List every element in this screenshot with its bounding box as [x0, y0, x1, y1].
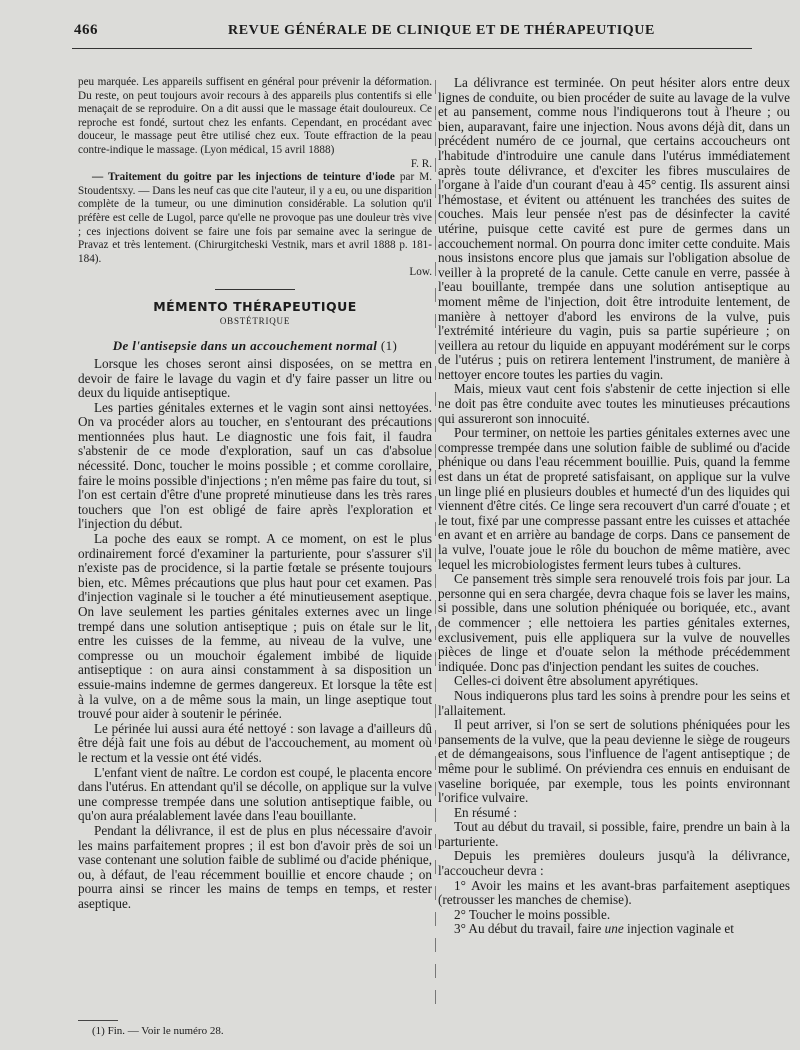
- paragraph: Lorsque les choses seront ainsi disposées, on se mettra en devoir de faire le lavage du vagin et d'y faire passer un litre ou deux du liquide antiseptique.: [78, 355, 432, 401]
- list-item: 1° Avoir les mains et les avant-bras parfaitement aseptiques (retrousser les manches de chemise).: [438, 877, 790, 908]
- page-number: 466: [74, 22, 98, 38]
- paragraph: Mais, mieux vaut cent fois s'abstenir de cette injection si elle ne doit pas être conduite avec toutes les minutieuses précautions qui assureront son innocuité.: [438, 381, 790, 426]
- goitre-paragraph: [78, 171, 432, 266]
- left-column: [78, 76, 432, 911]
- list-item: 2° Toucher le moins possible.: [454, 906, 611, 922]
- goitre-title: — Traitement du goitre par les injections de teinture d'iode: [92, 171, 395, 184]
- paragraph: Le périnée lui aussi aura été nettoyé : son lavage a d'ailleurs dû être déjà fait une fois au début de l'accouchement, au moment où le rectum et la vessie ont été vidés.: [78, 720, 432, 765]
- paragraph: Depuis les premières douleurs jusqu'à la délivrance, l'accoucheur devra :: [438, 848, 790, 879]
- paragraph: Celles-ci doivent être absolument apyrétiques.: [454, 673, 699, 689]
- paragraph: En résumé :: [454, 804, 517, 820]
- paragraph: Nous indiquerons plus tard les soins à prendre pour les seins et l'allaitement.: [438, 687, 790, 718]
- paragraph: Tout au début du travail, si possible, faire, prendre un bain à la parturiente.: [438, 819, 790, 849]
- list-item-end: injection vaginale et: [623, 921, 734, 937]
- section-heading: MÉMENTO THÉRAPEUTIQUE: [153, 298, 357, 314]
- paragraph: Les parties génitales externes et le vagin sont ainsi nettoyées. On va procéder alors au toucher, en s'entourant des précautions mentionnées plus haut. Le diagnostic une fois fait, il faudra s'abstenir de ce mode d'exploration, sauf un cas d'absolue nécessité. Donc, toucher le moins possible ; et comme corollaire, faire le moins possible d'injections ; n'en même pas faire du tout, si l'on est certain d'être d'une propreté minutieuse dans les très rares touchers que l'on est obligé de faire après l'exploration et l'injection du début.: [78, 399, 432, 532]
- article-title-note: (1): [377, 337, 398, 353]
- intro-paragraph: peu marquée. Les appareils suffisent en général pour prévenir la déformation. Du reste, on peut toujours avoir recours à des appareils plus contentifs si elle menaçait de se reproduire. On a dit aussi que le massage était douloureux. Ce reproche est fondé, surtout chez les enfants. Cependant, en procédant avec douceur, le massage peut être utilisé chez eux. Toute effraction de la peau contre-indique le massage. (Lyon médical, 15 avril 1888): [78, 76, 432, 156]
- section-subheading: OBSTÉTRIQUE: [219, 315, 291, 326]
- paragraph: La poche des eaux se rompt. A ce moment, on est le plus ordinairement forcé d'examiner la parturiente, pour s'assurer s'il n'existe pas de procidence, si la partie fœtale se présente toujours bien, etc. Mêmes précautions que plus haut pour cet examen. Pas d'injection vaginale si le toucher a été minutieusement aseptique. On lave seulement les parties génitales externes avec un linge trempé dans une solution antiseptique ; puis on étale sur le lit, entre les cuisses de la femme, au niveau de la vulve, une compresse ou un mouchoir également imbibé de liquide antiseptique : on aura ainsi constamment à sa disposition un essuie-mains indemne de germes dangereux. Et lorsque la tête est à la vulve, on a de même sous la main, un linge aseptique tout trouvé pour aider à soutenir le périnée.: [78, 531, 432, 722]
- paragraph: La délivrance est terminée. On peut hésiter alors entre deux lignes de conduite, ou bien procéder de suite au lavage de la vulve et au pansement, comme nous l'indiquerons tout à l'heure ; ou bien, auparavant, faire une injection. Nous avons déjà dit, dans un précédent numéro de ce journal, que certains accoucheurs ont l'habitude d'introduire une canule dans l'utérus immédiatement après toute délivrance, et d'exciter les fibres musculaires de l'organe à l'aide d'un courant d'eau à 45° centig. Ils assurent ainsi l'hémostase, et évitent ou atténuent les tranchées des suites de couches. Mais leur pensée n'est pas de désinfecter la cavité utérine, puisque cette cavité est pure de germes dans un accouchement normal. On pourra donc imiter cette conduite. Mais nous insistons encore plus que jamais sur l'obligation absolue de veiller à la propreté de la canule. Cette canule en verre, passée à l'eau bouillante, trempée dans une solution antiseptique au moment même de l'injection, doit être introduite lentement, de manière à nettoyer d'abord les environs de la vulve, puis l'extrémité intérieure du vagin, puis sa partie supérieure ; on veillera au retour du liquide en appuyant modérément sur le corps de l'utérus ; puis on retirera lentement l'instrument, de manière à nettoyer encore toutes les parties du vagin.: [438, 75, 790, 382]
- footnote-rule: [78, 1020, 118, 1021]
- list-item-italic: une: [604, 921, 624, 937]
- page-header: [0, 18, 800, 48]
- header-rule: [72, 48, 752, 49]
- running-title: REVUE GÉNÉRALE DE CLINIQUE ET DE THÉRAPEUTIQUE: [228, 23, 655, 38]
- paragraph: Il peut arriver, si l'on se sert de solutions phéniquées pour les pansements de la vulve, que la peau devienne le siège de rougeurs et de démangeaisons, sous l'influence de l'agent antiseptique ; de même pour le sublimé. On préviendra ces ennuis en enduisant de vaseline boriquée, par exemple, tous les points environnant l'orifice vulvaire.: [438, 717, 790, 806]
- intro-text: [78, 76, 432, 280]
- article-body-right: [438, 76, 790, 937]
- list-item-start: 3° Au début du travail, faire: [454, 921, 605, 937]
- article-body-left: [78, 357, 432, 912]
- paragraph: L'enfant vient de naître. Le cordon est coupé, le placenta encore dans l'utérus. En attendant qu'il se décolle, on applique sur la vulve une compresse trempée dans une solution antiseptique faible, ou qu'on aura préalablement lavée dans l'eau bouillante.: [78, 764, 432, 824]
- section-rule: [215, 289, 295, 290]
- paragraph: Pour terminer, on nettoie les parties génitales externes avec une compresse trempée dans une solution faible de sublimé ou d'acide phénique ou dans l'eau récemment bouillie. Puis, quand la femme est dans un état de propreté satisfaisant, on applique sur la vulve un linge plié en plusieurs doubles et humecté d'un des liquides qui viennent d'être cités. Ce linge sera recouvert d'un carré d'ouate ; et le tout, fixé par une compresse passant entre les cuisses et attachée en avant et en arrière au bandage de corps. Dans ce pansement de la vulve, l'ouate joue le rôle du bouchon de même matière, avec lequel les microbiologistes ferment leurs tubes à cultures.: [438, 425, 790, 572]
- article-title-text: De l'antisepsie dans un accouchement normal: [112, 337, 378, 353]
- paragraph: Pendant la délivrance, il est de plus en plus nécessaire d'avoir les mains parfaitement propres ; il est bon d'avoir près de soi un vase contenant une solution faible de sublimé ou d'acide phénique, ou, à défaut, de l'eau récemment bouillie et encore chaude ; on pourra ainsi se rincer les mains de temps en temps, et rester aseptique.: [78, 822, 432, 911]
- right-column: [438, 76, 790, 937]
- goitre-body: par M. Stoudentsxy. — Dans les neuf cas que cite l'auteur, il y a eu, ou une disparition complète de la tumeur, ou une diminution considérable. La solution qu'il préfère est celle de Lugol, parce qu'elle ne provoque pas une douleur très vive ; ces injections doivent se faire une fois par semaine avec la seringue de Pravaz et très lentement. (Chirurgitcheski Vestnik, mars et avril 1888 p. 181-184).: [78, 171, 432, 265]
- paragraph: Ce pansement très simple sera renouvelé trois fois par jour. La personne qui en sera chargée, devra chaque fois se laver les mains, si possible, dans une solution phéniquée ou boriquée, etc., avant de commencer ; elle nettoiera les parties génitales externes, exclusivement, puis elle appliquera sur la vulve de nouvelles pièces de linge et d'ouate selon la méthode précédemment indiquée. Donc pas d'injection pendant les suites de couches.: [438, 571, 790, 674]
- footnote: (1) Fin. — Voir le numéro 28.: [92, 1025, 224, 1037]
- article-title: [78, 338, 432, 353]
- goitre-signature: Low.: [409, 266, 432, 279]
- column-divider: [435, 80, 436, 1010]
- intro-signature: F. R.: [410, 157, 432, 170]
- list-item: [438, 922, 790, 937]
